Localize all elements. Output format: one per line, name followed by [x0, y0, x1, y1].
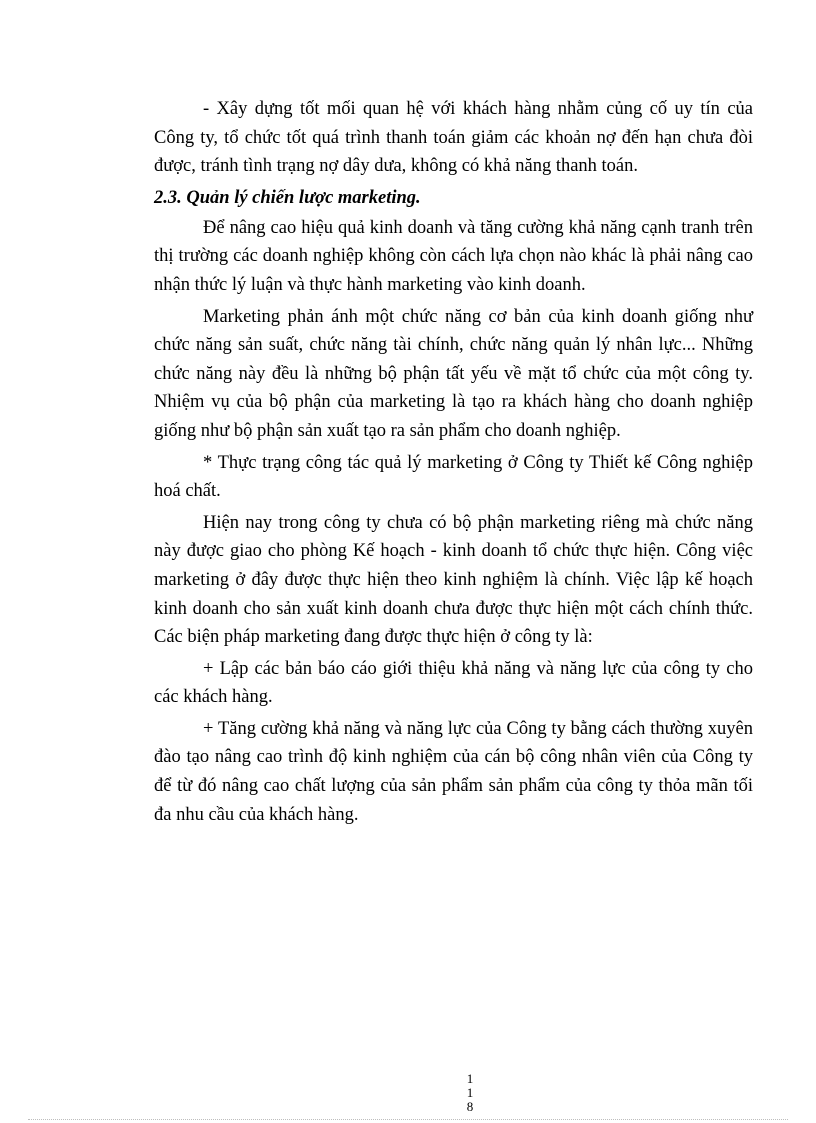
section-heading: 2.3. Quản lý chiến lược marketing. — [154, 187, 421, 208]
paragraph-measure-reports: + Lập các bản báo cáo giới thiệu khả năng và năng lực của công ty cho các khách hàng. — [154, 658, 753, 708]
page-number-digit: 8 — [466, 1099, 474, 1114]
paragraph-marketing-intro: Để nâng cao hiệu quả kinh doanh và tăng cường khả năng cạnh tranh trên thị trường các doanh nghiệp không còn cách lựa chọn nào khác là phải nâng cao nhận thức lý luận và thực hành marketing vào kinh doanh. — [154, 217, 753, 295]
page-number — [458, 1072, 482, 1114]
paragraph-current-situation: Hiện nay trong công ty chưa có bộ phận marketing riêng mà chức năng này được giao cho phòng Kế hoạch - kinh doanh tổ chức thực hiện. Công việc marketing ở đây được thực hiện theo kinh nghiệm là chính. Việc lập kế hoạch kinh doanh cho sản xuất kinh doanh chưa được thực hiện một cách chính thức. Các biện pháp marketing đang được thực hiện ở công ty là: — [154, 512, 753, 648]
page-number-digit: 1 — [466, 1085, 474, 1100]
page-bottom-divider — [28, 1119, 788, 1120]
paragraph-measure-training: + Tăng cường khả năng và năng lực của Công ty bằng cách thường xuyên đào tạo nâng cao trình độ kinh nghiệm của cán bộ công nhân viên của Công ty để từ đó nâng cao chất lượng của sản phẩm sản phẩm của công ty thỏa mãn tối đa nhu cầu của khách hàng. — [154, 718, 753, 825]
paragraph-marketing-status: * Thực trạng công tác quả lý marketing ở Công ty Thiết kế Công nghiệp hoá chất. — [154, 452, 753, 502]
page-number-digit: 1 — [466, 1071, 474, 1086]
paragraph-customer-relations: - Xây dựng tốt mối quan hệ với khách hàng nhằm củng cố uy tín của Công ty, tổ chức tốt quá trình thanh toán giảm các khoản nợ đến hạn chưa đòi được, tránh tình trạng nợ dây dưa, không có khả năng thanh toán. — [154, 99, 753, 177]
document-body — [154, 95, 753, 832]
paragraph-marketing-function: Marketing phản ánh một chức năng cơ bản của kinh doanh giống như chức năng sản suất, chức năng tài chính, chức năng quản lý nhân lực... Những chức năng này đều là những bộ phận tất yếu về mặt tổ chức của một công ty. Nhiệm vụ của bộ phận của marketing là tạo ra khách hàng cho doanh nghiệp giống như bộ phận sản xuất tạo ra sản phẩm cho doanh nghiệp. — [154, 306, 753, 441]
